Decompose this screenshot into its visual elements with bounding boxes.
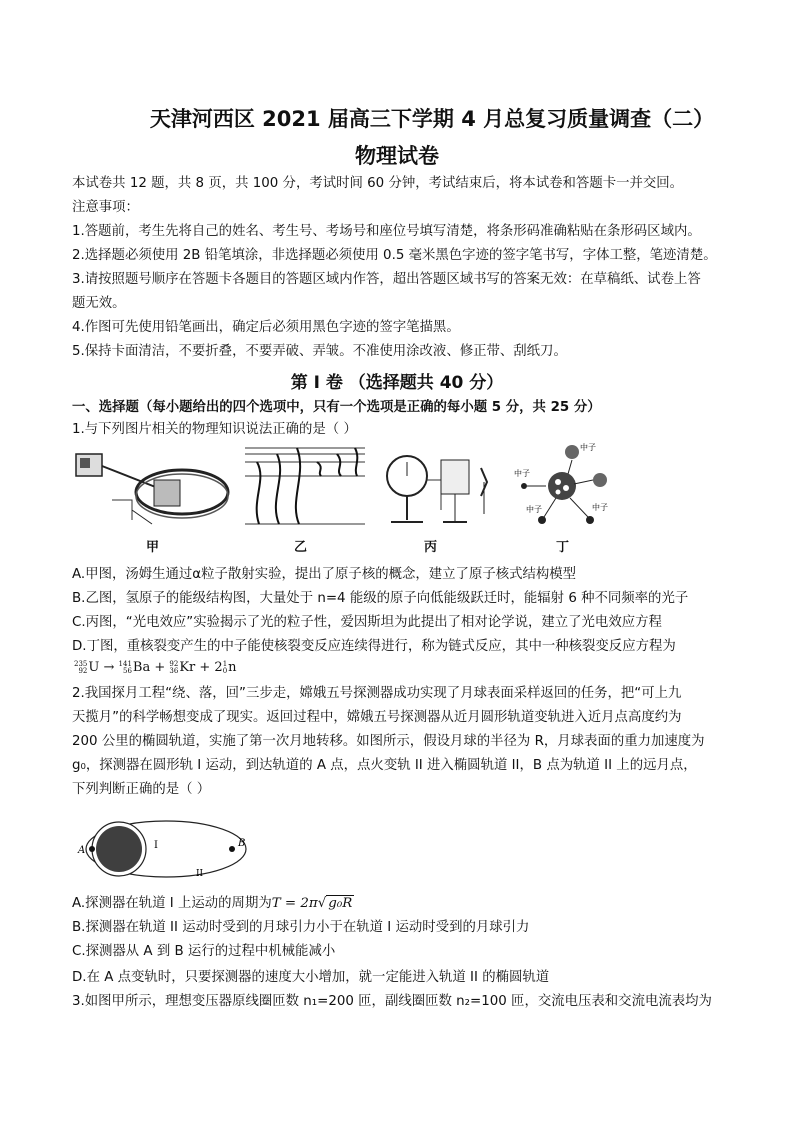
notice-item-1: 1.答题前，考生先将自己的姓名、考生号、考场号和座位号填写清楚，将条形码准确粘贴在条形码区域内。	[72, 224, 701, 239]
period-formula-radicand: g₀R	[328, 896, 353, 911]
period-formula-lhs: T = 2π	[271, 896, 318, 911]
kr-symbol: Kr	[179, 660, 196, 675]
figure-label-bing: 丙	[424, 540, 438, 555]
kr-atomic-number: 36	[169, 666, 179, 675]
notice-item-5: 5.保持卡面清洁，不要折叠，不要弄破、弄皱。不准使用涂改液、修正带、刮纸刀。	[72, 344, 567, 359]
q2-line-2: 天揽月”的科学畅想变成了现实。返回过程中，嫦娥五号探测器从近月圆形轨道变轨进入近月点高度约为	[72, 710, 682, 725]
u-symbol: U	[88, 660, 100, 675]
q1-figures	[72, 440, 612, 558]
n-symbol: n	[228, 660, 237, 675]
fission-equation	[74, 660, 237, 675]
q2-line-5: 下列判断正确的是（ ）	[72, 782, 211, 797]
point-a-label: A	[78, 845, 86, 856]
notice-item-3-cont: 题无效。	[72, 296, 126, 311]
q2-line-3: 200 公里的椭圆轨道，实施了第一次月地转移。如图所示，假设月球的半径为 R，月球表面的重力加速度为	[72, 734, 705, 749]
q2-option-b: B.探测器在轨道 II 运动时受到的月球引力小于在轨道 I 运动时受到的月球引力	[72, 920, 530, 935]
intro-line: 本试卷共 12 题，共 8 页，共 100 分，考试时间 60 分钟，考试结束后，将本试卷和答题卡一并交回。	[72, 176, 684, 191]
exam-title: 天津河西区 2021 届高三下学期 4 月总复习质量调查（二）	[149, 107, 715, 131]
notice-item-3: 3.请按照题号顺序在答题卡各题目的答题区域内作答，超出答题区域书写的答案无效：在草稿纸、试卷上答	[72, 272, 701, 287]
q1-option-d: D.丁图，重核裂变产生的中子能使核裂变反应连续得进行，称为链式反应，其中一种核裂变反应方程为	[72, 639, 676, 654]
label-neutron-1: 中子	[514, 469, 530, 478]
q2-option-c: C.探测器从 A 到 B 运行的过程中机械能减小	[72, 944, 336, 959]
q3-stem: 3.如图甲所示，理想变压器原线圈匝数 n₁=200 匝，副线圈匝数 n₂=100 匝，交流电压表和交流电流表均为	[72, 994, 712, 1009]
kr-mass-number: 92	[169, 659, 179, 668]
q2-line-4: g₀，探测器在圆形轨 I 运动，到达轨道的 A 点，点火变轨 II 进入椭圆轨道 II，B 点为轨道 II 上的远月点，	[72, 758, 697, 773]
u-atomic-number: 92	[78, 666, 88, 675]
section-title: 第 I 卷 （选择题共 40 分）	[290, 373, 504, 393]
figure-jia-scattering-apparatus	[72, 440, 232, 532]
notice-item-2: 2.选择题必须使用 2B 铅笔填涂，非选择题必须使用 0.5 毫米黑色字迹的签字笔书写，字体工整，笔迹清楚。	[72, 248, 717, 263]
plus-sign: +	[154, 660, 166, 675]
reaction-arrow: →	[103, 660, 115, 675]
q2-option-d: D.在 A 点变轨时，只要探测器的速度大小增加，就一定能进入轨道 II 的椭圆轨道	[72, 970, 550, 985]
q2-orbit-diagram	[72, 818, 272, 880]
label-neutron-2: 中子	[580, 443, 596, 452]
q2-option-a-text: A.探测器在轨道 I 上运动的周期为	[72, 896, 272, 911]
u-mass-number: 235	[74, 659, 88, 668]
figure-label-jia: 甲	[146, 540, 160, 555]
notice-item-4: 4.作图可先使用铅笔画出，确定后必须用黑色字迹的签字笔描黑。	[72, 320, 460, 335]
q1-option-c: C.丙图，“光电效应”实验揭示了光的粒子性，爱因斯坦为此提出了相对论学说，建立了光电效应方程	[72, 615, 662, 630]
q1-option-b: B.乙图，氢原子的能级结构图，大量处于 n=4 能级的原子向低能级跃迁时，能辐射 6 种不同频率的光子	[72, 591, 689, 606]
n-atomic-number: 0	[222, 666, 228, 675]
point-b-label: B	[238, 838, 246, 849]
q1-stem: 1.与下列图片相关的物理知识说法正确的是（ ）	[72, 422, 357, 437]
ba-atomic-number: 56	[122, 666, 132, 675]
plus-two: + 2	[199, 660, 223, 675]
orbit-ii-label: II	[196, 869, 204, 879]
part-title: 一、选择题（每小题给出的四个选项中，只有一个选项是正确的每小题 5 分，共 25 分）	[72, 400, 601, 415]
label-neutron-3: 中子	[592, 503, 608, 512]
exam-subtitle: 物理试卷	[355, 144, 439, 168]
n-mass-number: 1	[222, 659, 228, 668]
figure-label-yi: 乙	[294, 540, 308, 555]
ba-symbol: Ba	[132, 660, 151, 675]
label-neutron-4: 中子	[526, 505, 542, 514]
orbit-i-label: I	[154, 840, 158, 851]
figure-yi-energy-levels	[237, 440, 372, 532]
figure-label-ding: 丁	[556, 540, 570, 555]
notice-title: 注意事项：	[72, 200, 139, 215]
figure-bing-photoelectric	[377, 440, 497, 532]
ba-mass-number: 141	[118, 659, 132, 668]
q2-line-1: 2.我国探月工程“绕、落，回”三步走，嫦娥五号探测器成功实现了月球表面采样返回的任务，把“可上九	[72, 686, 682, 701]
figure-ding-chain-reaction	[512, 440, 612, 532]
q2-option-a: A.探测器在轨道 I 上运动的周期为T = 2π√ g₀R	[72, 896, 353, 911]
q1-option-a: A.甲图，汤姆生通过α粒子散射实验，提出了原子核的概念，建立了原子核式结构模型	[72, 567, 577, 582]
